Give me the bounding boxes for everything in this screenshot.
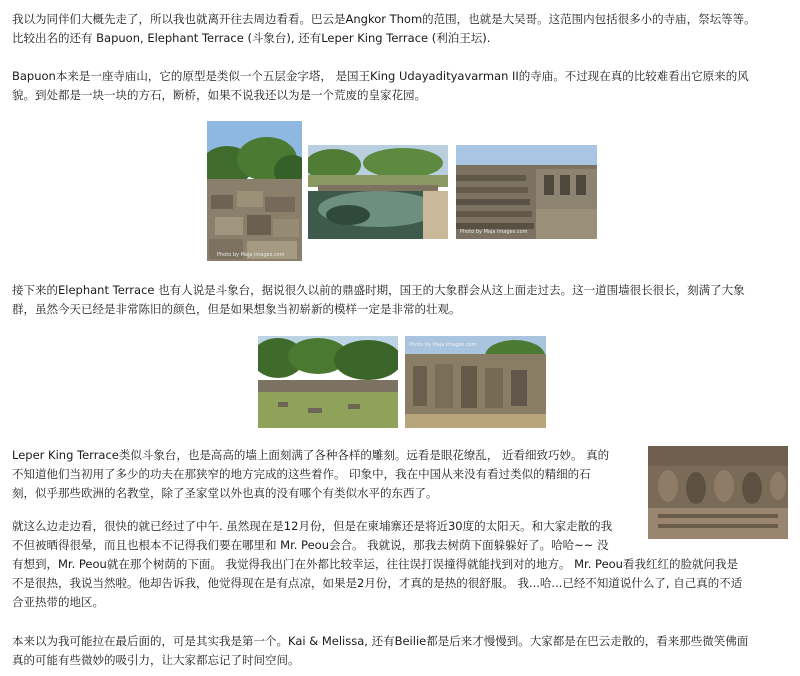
paragraph-2 [12,67,792,105]
paragraph-5 [12,517,792,612]
photo-watermark: Photo by Maja images.com [460,229,528,235]
paragraph-3 [12,281,792,319]
text-line: 本来以为我可能拉在最后面的，可是其实我是第一个。Kai & Melissa, 还有Beilie都是后来才慢慢到。大家都是在巴云走散的，看来那些微笑佛面 [12,634,749,648]
text-line: 比较出名的还有 Bapuon, Elephant Terrace (斗象台), 还有Leper King Terrace (利泊王坛). [12,31,491,45]
text-line: 不是很热，我说当然啦。他却告诉我，他觉得现在是有点凉，如果是2月份，才真的是热的很舒服。 我...哈...已经不知道说什么了, 自己真的不适 [12,576,743,590]
photo-watermark: Photo by Maja images.com [409,342,477,348]
paragraph-4 [12,446,642,503]
paragraph-1 [12,10,792,48]
text-line: 刻，似乎那些欧洲的名教堂，除了圣家堂以外也真的没有哪个有类似水平的东西了。 [12,486,438,500]
text-line: Leper King Terrace类似斗象台，也是高高的墙上面刻满了各种各样的雕刻。远看是眼花缭乱， 近看细致巧妙。 真的 [12,448,610,462]
photo-bapuon-stone-blocks [207,121,302,261]
text-line: 有想到，Mr. Peou就在那个树荫的下面。 我觉得我出门在外都比较幸运，往往误打误撞得就能找到对的地方。 Mr. Peou看我红红的脸就问我是 [12,557,738,571]
text-line: Bapuon本来是一座寺庙山，它的原型是类似一个五层金字塔， 是国王King Udayadityavarman II的寺庙。不过现在真的比较难看出它原来的风 [12,69,749,83]
text-line: 不知道他们当初用了多少的功夫在那狭窄的地方完成的这些着作。 印象中，我在中国从来没有看过类似的精细的石 [12,467,591,481]
text-line: 群，虽然今天已经是非常陈旧的颜色，但是如果想象当初崭新的模样一定是非常的壮观。 [12,302,461,316]
paragraph-6 [12,632,792,670]
text-line: 真的可能有些微妙的吸引力，让大家都忘记了时间空间。 [12,653,300,667]
text-line: 貌。到处都是一块一块的方石，断桥，如果不说我还以为是一个荒废的皇家花园。 [12,88,426,102]
text-line: 就这么边走边看，很快的就已经过了中午. 虽然现在是12月份，但是在柬埔寨还是将近30度的太阳天。和大家走散的我 [12,519,613,533]
photo-bapuon-pond [308,145,448,239]
photo-elephant-terrace-carvings [405,336,546,428]
photo-bapuon-temple-wall [456,145,597,239]
photo-watermark: Photo by Maja images.com [217,252,285,258]
text-line: 接下来的Elephant Terrace 也有人说是斗象台，据说很久以前的鼎盛时期，国王的大象群会从这上面走过去。这一道围墙很长很长，刻满了大象 [12,283,745,297]
text-line: 不但被晒得很晕，而且也根本不记得我们要在哪里和 Mr. Peou会合。 我就说，那我去树荫下面躲躲好了。哈哈~~ 没 [12,538,609,552]
text-line: 我以为同伴们大概先走了，所以我也就离开往去周边看看。巴云是Angkor Thom的范围，也就是大吴哥。这范围内包括很多小的寺庙，祭坛等等。 [12,12,756,26]
photo-elephant-terrace-field [258,336,398,428]
text-line: 合亚热带的地区。 [12,595,104,609]
